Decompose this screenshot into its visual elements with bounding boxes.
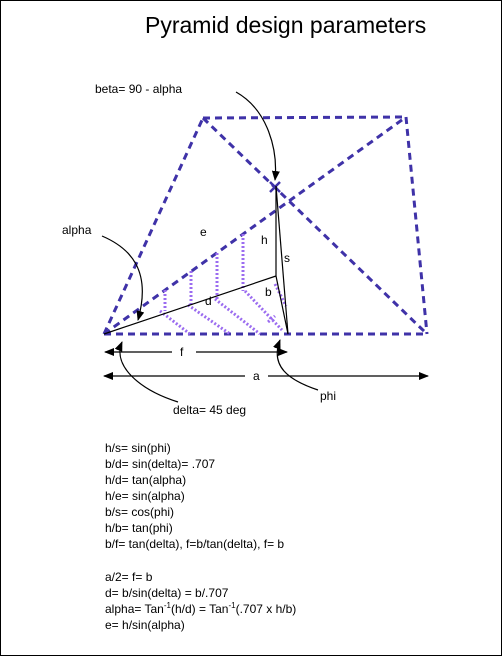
formula-2: b/d= sin(delta)= .707 bbox=[105, 457, 216, 471]
page-title: Pyramid design parameters bbox=[145, 12, 427, 38]
formula-1: h/s= sin(phi) bbox=[105, 441, 171, 455]
delta-label: delta= 45 deg bbox=[173, 403, 247, 417]
base-edge-left bbox=[104, 118, 203, 334]
formula-7: b/f= tan(delta), f=b/tan(delta), f= b bbox=[105, 537, 285, 551]
base-diagonal-1 bbox=[104, 117, 406, 334]
base-edge-right bbox=[406, 117, 427, 334]
formula-10-sup-1: -1 bbox=[163, 601, 171, 610]
phi-label: phi bbox=[320, 389, 337, 403]
formula-9: d= b/sin(delta) = b/.707 bbox=[105, 586, 229, 600]
formula-4: h/e= sin(alpha) bbox=[105, 489, 185, 503]
callout-arrows bbox=[102, 92, 318, 402]
base-edge-back bbox=[203, 117, 406, 118]
pyramid-outline bbox=[104, 117, 427, 334]
formula-8: a/2= f= b bbox=[105, 570, 153, 584]
s-label: s bbox=[284, 251, 290, 265]
formula-3: h/d= tan(alpha) bbox=[105, 473, 187, 487]
alpha-label: alpha bbox=[62, 223, 92, 237]
beta-callout bbox=[236, 92, 276, 180]
formula-11: e= h/sin(alpha) bbox=[105, 618, 185, 632]
beta-label: beta= 90 - alpha bbox=[95, 82, 183, 96]
phi-callout bbox=[277, 340, 318, 390]
formula-10-sup-2: -1 bbox=[228, 601, 236, 610]
formula-10-part-c: (.707 x h/b) bbox=[235, 602, 297, 616]
d-label: d bbox=[205, 294, 212, 308]
formula-6: h/b= tan(phi) bbox=[105, 521, 173, 535]
e-label: e bbox=[200, 225, 207, 239]
a-label: a bbox=[253, 369, 260, 383]
formula-10-part-a: alpha= Tan bbox=[105, 602, 164, 616]
alpha-callout bbox=[102, 236, 142, 320]
formula-10-part-b: (h/d) = Tan bbox=[170, 602, 229, 616]
construction-lines bbox=[104, 186, 288, 334]
formula-5: b/s= cos(phi) bbox=[105, 505, 175, 519]
f-label: f bbox=[180, 345, 184, 359]
dimension-arrows bbox=[104, 352, 428, 376]
delta-callout bbox=[120, 342, 178, 402]
base-diagonal-2 bbox=[203, 118, 427, 334]
h-label: h bbox=[261, 233, 268, 247]
formula-10 bbox=[105, 602, 296, 616]
apex-marker bbox=[270, 182, 280, 192]
b-label: b bbox=[265, 285, 272, 299]
